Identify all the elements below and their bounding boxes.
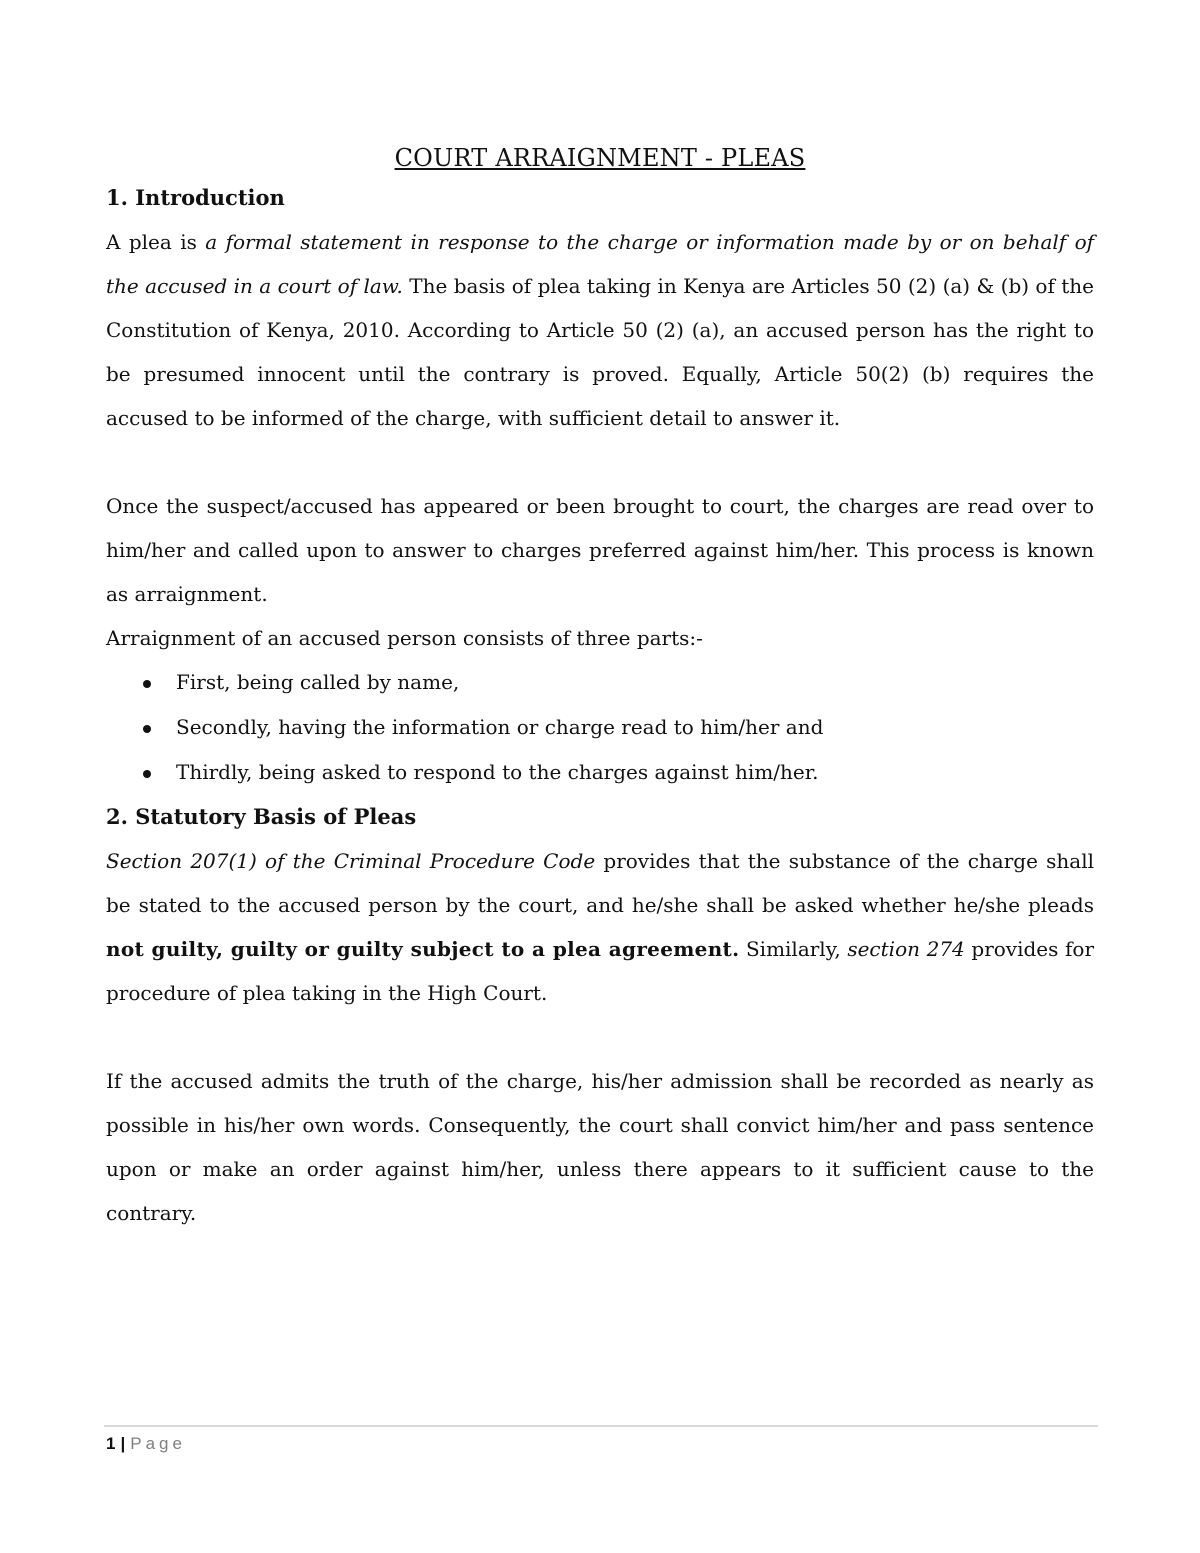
cpc-section-reference: Section 207(1) of the Criminal Procedure Code <box>106 849 596 873</box>
intro-paragraph-2: Once the suspect/accused has appeared or been brought to court, the charges are read over to him/her and called upon to answer to charges preferred against him/her. This process is known as arraignment. <box>106 494 1094 606</box>
arraignment-parts-list <box>106 660 1094 795</box>
page-footer <box>106 1430 186 1458</box>
statutory-p1-text-2: Similarly, <box>739 937 848 961</box>
statutory-paragraph-1 <box>106 839 1094 1015</box>
paragraph-spacer <box>106 1015 1094 1059</box>
statutory-p1-text-3: provides for procedure of plea taking in the High Court. <box>106 937 1095 1005</box>
list-item-text: First, being called by name, <box>176 670 460 694</box>
list-item-text: Thirdly, being asked to respond to the charges against him/her. <box>176 760 819 784</box>
statutory-p1-text-1: provides that the substance of the charge shall be stated to the accused person by the court, and he/she shall be asked whether he/she pleads <box>106 849 1095 917</box>
bullet-icon <box>143 680 151 688</box>
plea-options: not guilty, guilty or guilty subject to a plea agreement. <box>106 937 740 961</box>
paragraph-spacer <box>106 440 1094 484</box>
page-number: 1 <box>106 1434 116 1453</box>
section-heading-statutory-basis: 2. Statutory Basis of Pleas <box>106 804 417 829</box>
list-item-text: Secondly, having the information or charge read to him/her and <box>176 715 824 739</box>
statutory-paragraph-2: If the accused admits the truth of the charge, his/her admission shall be recorded as nearly as possible in his/her own words. Consequently, the court shall convict him/her and pass sentence upon or make an order against him/her, unless there appears to it sufficient cause to the contrary. <box>106 1069 1094 1225</box>
footer-separator: | <box>120 1434 126 1453</box>
section-heading-introduction: 1. Introduction <box>106 185 285 210</box>
bullet-icon <box>143 725 151 733</box>
section-274-reference: section 274 <box>847 937 965 961</box>
intro-paragraph-3: Arraignment of an accused person consists of three parts:- <box>106 626 703 650</box>
intro-p1-lead: A plea is <box>106 230 206 254</box>
intro-paragraph-1 <box>106 220 1094 440</box>
plea-definition: a formal statement in response to the charge or information made by or on behalf of the accused in a court of law. <box>106 230 1095 298</box>
page-content <box>106 140 1094 1235</box>
intro-p1-rest: The basis of plea taking in Kenya are Articles 50 (2) (a) & (b) of the Constitution of Kenya, 2010. According to Article 50 (2) (a), an accused person has the right to be presumed innocent until the contrary is proved. Equally, Article 50(2) (b) requires the accused to be informed of the charge, with sufficient detail to answer it. <box>106 274 1095 430</box>
list-item <box>106 660 1094 705</box>
list-item <box>106 705 1094 750</box>
page-label: Page <box>130 1434 186 1453</box>
footer-divider <box>104 1425 1098 1427</box>
list-item <box>106 750 1094 795</box>
bullet-icon <box>143 770 151 778</box>
document-title: COURT ARRAIGNMENT - PLEAS <box>394 144 806 172</box>
